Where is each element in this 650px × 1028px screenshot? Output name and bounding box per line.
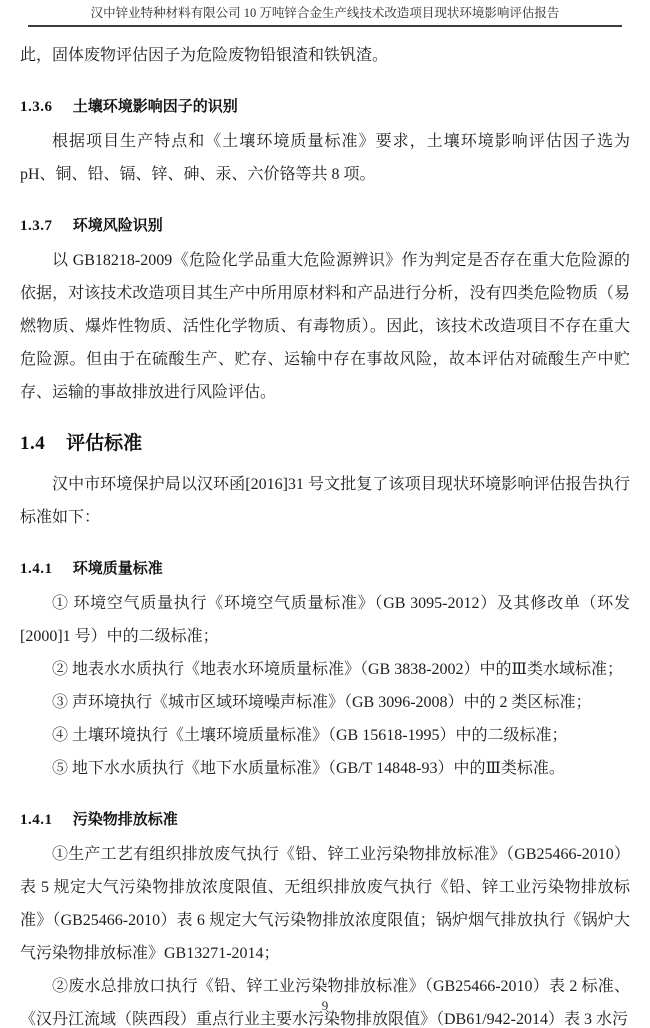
list-item: ⑤ 地下水水质执行《地下水质量标准》（GB/T 14848-93）中的Ⅲ类标准。 bbox=[52, 760, 565, 777]
quality-standards-list bbox=[20, 587, 630, 785]
section-heading-1-4-1-quality bbox=[20, 557, 630, 578]
section-number: 1.3.7 bbox=[20, 218, 53, 234]
section-title: 环境风险识别 bbox=[72, 218, 163, 234]
list-item: ① 环境空气质量执行《环境空气质量标准》（GB 3095-2012）及其修改单（环发[2000]1 号）中的二级标准； bbox=[20, 595, 630, 645]
section-title: 环境质量标准 bbox=[72, 561, 163, 577]
list-item: ④ 土壤环境执行《土壤环境质量标准》（GB 15618-1995）中的二级标准； bbox=[52, 727, 568, 744]
list-item: ③ 声环境执行《城市区域环境噪声标准》（GB 3096-2008）中的 2 类区标准； bbox=[52, 694, 592, 711]
section-heading-1-3-6 bbox=[20, 95, 630, 116]
continuation-paragraph: 此，固体废物评估因子为危险废物铅银渣和铁钒渣。 bbox=[20, 47, 389, 64]
page-footer bbox=[0, 998, 650, 1014]
paragraph-standards-approval: 汉中市环境保护局以汉环函[2016]31 号文批复了该项目现状环境影响评估报告执行标准如下： bbox=[20, 476, 630, 526]
section-title: 评估标准 bbox=[66, 433, 143, 454]
header-title: 汉中锌业特种材料有限公司 10 万吨锌合金生产线技术改造项目现状环境影响评估报告 bbox=[90, 6, 560, 20]
paragraph-soil-factors: 根据项目生产特点和《土壤环境质量标准》要求，土壤环境影响评估因子选为 pH、铜、铅、镉、锌、砷、汞、六价铬等共 8 项。 bbox=[20, 133, 630, 183]
section-title: 污染物排放标准 bbox=[72, 812, 178, 828]
section-heading-1-4 bbox=[20, 428, 630, 455]
page-header bbox=[28, 0, 622, 27]
section-number: 1.3.6 bbox=[20, 99, 53, 115]
list-item: ② 地表水水质执行《地表水环境质量标准》（GB 3838-2002）中的Ⅲ类水域标准； bbox=[52, 661, 623, 678]
section-number: 1.4.1 bbox=[20, 561, 53, 577]
paragraph-risk-identification: 以 GB18218-2009《危险化学品重大危险源辨识》作为判定是否存在重大危险源的依据，对该技术改造项目其生产中所用原材料和产品进行分析，没有四类危险物质（易燃物质、爆炸性物质、活性化学物质、有毒物质）。因此，该技术改造项目不存在重大危险源。但由于在硫酸生产、贮存、运输中存在事故风险，故本评估对硫酸生产中贮存、运输的事故排放进行风险评估。 bbox=[20, 252, 630, 401]
section-number: 1.4.1 bbox=[20, 812, 53, 828]
section-number: 1.4 bbox=[20, 433, 46, 454]
section-heading-1-3-7 bbox=[20, 214, 630, 235]
page-content bbox=[0, 39, 650, 1028]
paragraph-gas-emission-standards: ①生产工艺有组织排放废气执行《铅、锌工业污染物排放标准》（GB25466-2010）表 5 规定大气污染物排放浓度限值、无组织排放废气执行《铅、锌工业污染物排放标准》（GB25466-2010）表 6 规定大气污染物排放浓度限值；锅炉烟气排放执行《锅炉大气污染物排放标准》GB13271-2014； bbox=[20, 846, 630, 962]
section-heading-1-4-1-emission bbox=[20, 808, 630, 829]
page-number: 9 bbox=[321, 998, 329, 1013]
paragraph-wastewater-standards: ②废水总排放口执行《铅、锌工业污染物排放标准》（GB25466-2010）表 2 标准、《汉丹江流域（陕西段）重点行业主要水污染物排放限值》（DB61/942-2014）表 3 水污 bbox=[20, 978, 630, 1028]
section-title: 土壤环境影响因子的识别 bbox=[72, 99, 238, 115]
